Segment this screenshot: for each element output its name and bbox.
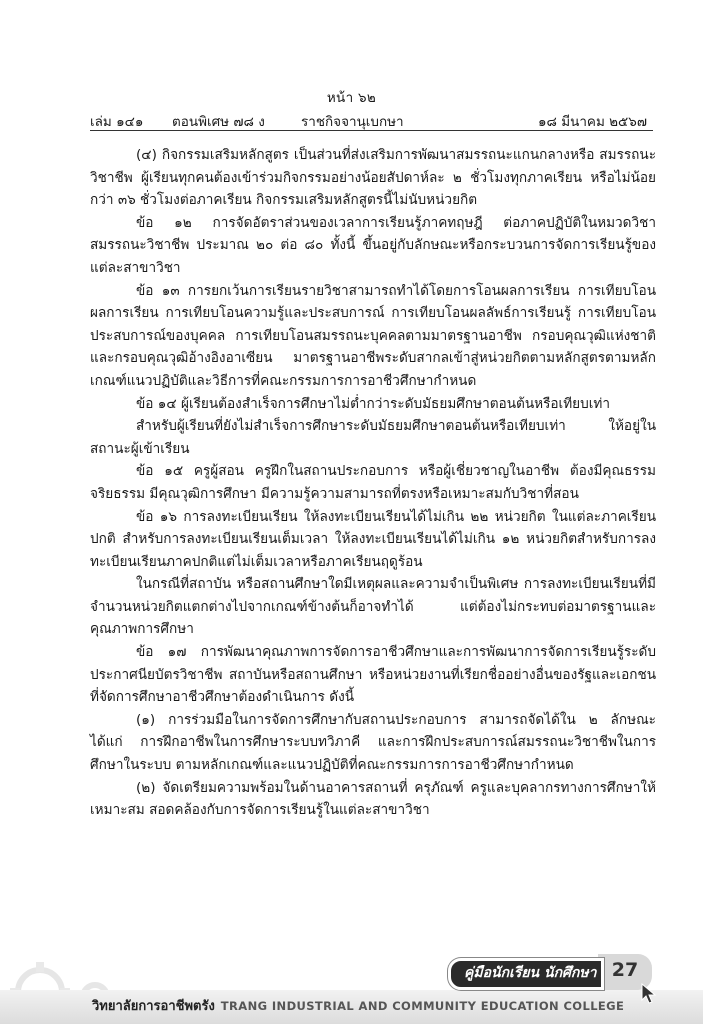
gazette-date: ๑๘ มีนาคม ๒๕๖๗ bbox=[537, 114, 647, 130]
paragraph: (๑) การร่วมมือในการจัดการศึกษากับสถานประกอบการ สามารถจัดได้ใน ๒ ลักษณะ ได้แก่ การฝึกอาชีพในการศึกษาระบบทวิภาคี และการฝึกประสบการณ์สมรรถนะวิชาชีพในการศึกษาในระบบ ตามหลักเกณฑ์และแนวปฏิบัติที่คณะกรรมการการอาชีวศึกษากำหนด bbox=[90, 711, 656, 774]
manual-page-tab bbox=[448, 954, 658, 990]
paragraph: (๔) กิจกรรมเสริมหลักสูตร เป็นส่วนที่ส่งเสริมการพัฒนาสมรรถนะแกนกลางหรือ สมรรถนะวิชาชีพ ผู้เรียนทุกคนต้องเข้าร่วมกิจกรรมอย่างน้อยสัปดาห์ละ ๒ ชั่วโมงทุกภาคเรียน หรือไม่น้อยกว่า ๓๖ ชั่วโมงต่อภาคเรียน กิจกรรมเสริมหลักสูตรนี้ไม่นับหน่วยกิต bbox=[90, 147, 656, 209]
paragraph: ข้อ ๑๓ การยกเว้นการเรียนรายวิชาสามารถทำได้โดยการโอนผลการเรียน การเทียบโอนผลการเรียน การเทียบโอนความรู้และประสบการณ์ การเทียบโอนผลลัพธ์การเรียนรู้ การเทียบโอนประสบการณ์ของบุคคล การเทียบโอนสมรรถนะบุคคลตามมาตรฐานอาชีพ กรอบคุณวุฒิแห่งชาติและกรอบคุณวุฒิอ้างอิงอาเซียน มาตรฐานอาชีพระดับสากลเข้าสู่หน่วยกิตตามหลักสูตรตามหลักเกณฑ์แนวปฏิบัติและวิธีการที่คณะกรรมการการอาชีวศึกษากำหนด bbox=[90, 282, 656, 389]
paragraph: ข้อ ๑๗ การพัฒนาคุณภาพการจัดการอาชีวศึกษาและการพัฒนาการจัดการเรียนรู้ระดับประกาศนียบัตรวิชาชีพ สถาบันหรือสถานศึกษา หรือหน่วยงานที่เรียกชื่ออย่างอื่นของรัฐและเอกชนที่จัดการศึกษาอาชีวศึกษาต้องดำเนินการ ดังนี้ bbox=[90, 644, 656, 706]
manual-title: คู่มือนักเรียน นักศึกษา bbox=[464, 965, 597, 981]
paragraph: ข้อ ๑๔ ผู้เรียนต้องสำเร็จการศึกษาไม่ต่ำกว่าระดับมัธยมศึกษาตอนต้นหรือเทียบเท่า bbox=[136, 395, 611, 412]
gazette-title: ราชกิจจานุเบกษา bbox=[301, 114, 404, 130]
college-name-english: TRANG INDUSTRIAL AND COMMUNITY EDUCATION COLLEGE bbox=[220, 999, 625, 1013]
page-number-label: หน้า ๖๒ bbox=[326, 90, 377, 106]
paragraph: ข้อ ๑๖ การลงทะเบียนเรียน ให้ลงทะเบียนเรียนได้ไม่เกิน ๒๒ หน่วยกิต ในแต่ละภาคเรียนปกติ สำหรับการลงทะเบียนเรียนเต็มเวลา ให้ลงทะเบียนเรียนได้ไม่เกิน ๑๒ หน่วยกิตสำหรับการลงทะเบียนเรียนภาคปกติแต่ไม่เต็มเวลาหรือภาคเรียนฤดูร้อน bbox=[90, 508, 656, 570]
cursor-arrow-icon bbox=[641, 983, 659, 1005]
paragraph: ในกรณีที่สถาบัน หรือสถานศึกษาใดมีเหตุผลและความจำเป็นพิเศษ การลงทะเบียนเรียนที่มีจำนวนหน่วยกิตแตกต่างไปจากเกณฑ์ข้างต้นก็อาจทำได้ แต่ต้องไม่กระทบต่อมาตรฐานและคุณภาพการศึกษา bbox=[90, 576, 656, 638]
paragraph: ข้อ ๑๒ การจัดอัตราส่วนของเวลาการเรียนรู้ภาคทฤษฎี ต่อภาคปฏิบัติในหมวดวิชาสมรรถนะวิชาชีพ ประมาณ ๒๐ ต่อ ๘๐ ทั้งนี้ ขึ้นอยู่กับลักษณะหรือกระบวนการจัดการเรียนรู้ของแต่ละสาขาวิชา bbox=[90, 214, 656, 276]
college-name bbox=[92, 995, 624, 1016]
issue-label: ตอนพิเศษ ๗๘ ง bbox=[172, 114, 265, 130]
paragraph: ข้อ ๑๕ ครูผู้สอน ครูฝึกในสถานประกอบการ หรือผู้เชี่ยวชาญในอาชีพ ต้องมีคุณธรรมจริยธรรม มีคุณวุฒิการศึกษา มีความรู้ความสามารถที่ตรงหรือเหมาะสมกับวิชาที่สอน bbox=[90, 463, 656, 502]
document-body bbox=[90, 144, 656, 822]
paragraph: (๒) จัดเตรียมความพร้อมในด้านอาคารสถานที่ ครุภัณฑ์ ครูและบุคลากรทางการศึกษาให้เหมาะสม สอดคล้องกับการจัดการเรียนรู้ในแต่ละสาขาวิชา bbox=[90, 779, 656, 819]
gazette-header bbox=[90, 108, 653, 131]
paragraph: สำหรับผู้เรียนที่ยังไม่สำเร็จการศึกษาระดับมัธยมศึกษาตอนต้นหรือเทียบเท่า ให้อยู่ในสถานะผู้เข้าเรียน bbox=[90, 418, 656, 457]
footer-page-number: 27 bbox=[611, 959, 639, 981]
college-name-thai: วิทยาลัยการอาชีพตรัง bbox=[92, 999, 215, 1014]
volume-label: เล่ม ๑๔๑ bbox=[90, 114, 144, 130]
